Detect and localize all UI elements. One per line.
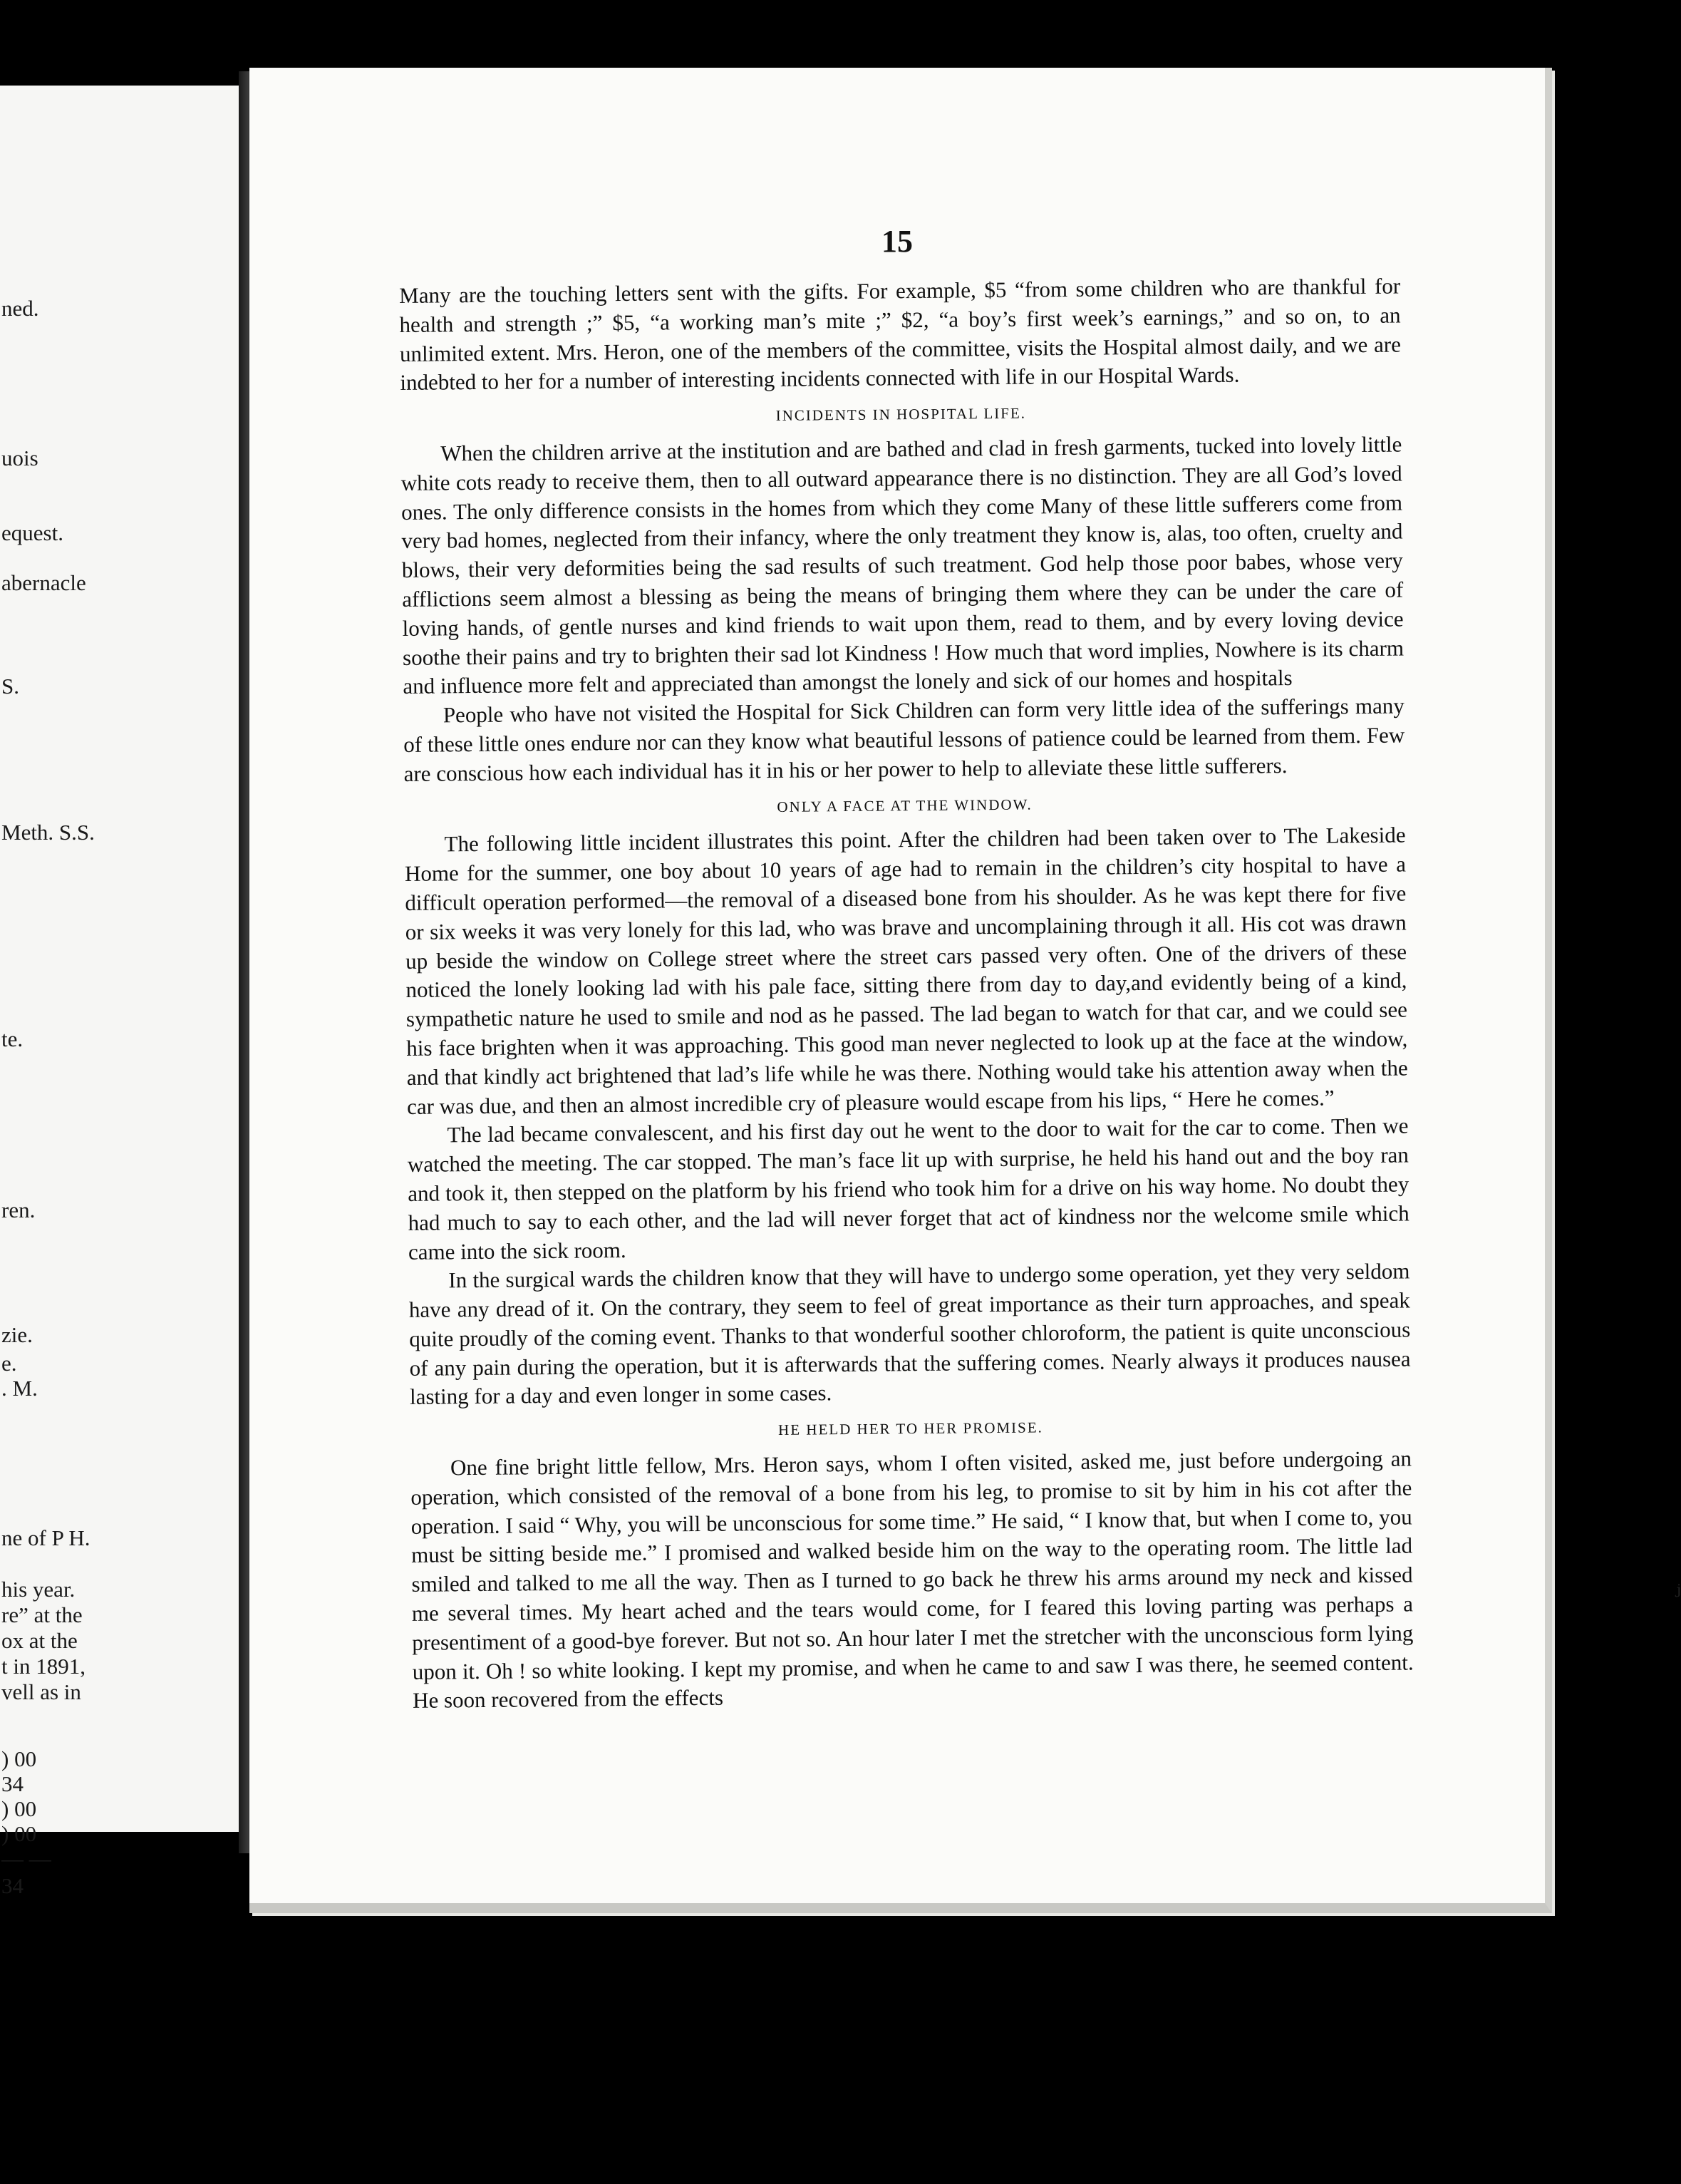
previous-page [0,86,240,1898]
left-page-fragment: equest. [1,520,63,545]
body-paragraph: People who have not visited the Hospital for Sick Children can form very little idea of the sufferings many of these little ones endure nor can they know what beautiful lessons of patience could be learned from them. Few are conscious how each individual has it in his or her power to help to alleviate these little sufferers. [403,693,1405,786]
document-page [249,68,1681,1913]
body-paragraph: The following little incident illustrates this point. After the children had been taken over to The Lakeside Home for the summer, one boy about 10 years of age had to remain in the children’s city hospital to have a difficult operation performed—the removal of a diseased bone from his shoulder. As he was kept there for five or six weeks it was very lonely for this lad, who was brave and uncomplaining through it all. His cot was drawn up beside the window on College street where the street cars passed very often. One of the drivers of these noticed the lonely looking lad with his pale face, sitting there from day to day,and evidently being of a kind, sympathetic nature he used to smile and nod as he passed. The lad began to watch for that car, and we could see his face brighten when it was approaching. This good man never neglected to look up at the face at the window, and that kindly act brightened that lad’s life while he was there. Nothing would take his attention away when the car was due, and then an almost incredible cry of pleasure would escape from his lips, “ Here he comes.” [404,822,1408,1119]
section-heading: HE HELD HER TO HER PROMISE. [778,1418,1043,1439]
left-page-fragment: vell as in [1,1679,81,1704]
left-page-fragment: his year. [1,1577,76,1602]
left-page-fragment: ) 00 [1,1821,37,1846]
section-heading: ONLY A FACE AT THE WINDOW. [777,795,1033,815]
left-page-fragment: ox at the [1,1628,78,1653]
left-page-fragment: re” at the [1,1602,83,1627]
left-page-fragment: . M. [1,1376,38,1401]
margin-mark: ⱼ [1675,1573,1681,1600]
left-page-fragment: Meth. S.S. [1,820,95,845]
page-body [399,272,1414,1716]
left-page-fragment: ned. [1,296,39,321]
left-page-fragment: e. [1,1351,17,1376]
left-page-fragment: ne of P H. [1,1525,90,1550]
body-paragraph: Many are the touching letters sent with the gifts. For example, $5 “from some children who are thankful for health and strength ;” $5, “a working man’s mite ;” $2, “a boy’s first week’s earnings,” and so on, to an unlimited extent. Mrs. Heron, one of the members of the committee, visits the Hospital almost daily, and we are indebted to her for a number of interesting incidents connected with life in our Hospital Wards. [399,273,1402,396]
left-page-fragment: te. [1,1026,24,1051]
left-page-fragment: ren. [1,1197,36,1222]
left-page-fragment: 34 [1,1771,24,1796]
section-heading: INCIDENTS IN HOSPITAL LIFE. [775,404,1027,425]
body-paragraph: In the surgical wards the children know that they will have to undergo some operation, yet they very seldom have any dread of it. On the contrary, they seem to feel of great importance as their turn approaches, and speak quite proudly of the coming event. Thanks to that wonderful soother chloroform, the patient is quite unconscious of any pain during the operation, but it is afterwards that the suffering comes. Nearly always it produces nausea lasting for a day and even longer in some cases. [408,1258,1411,1410]
body-paragraph: One fine bright little fellow, Mrs. Heron says, whom I often visited, asked me, just before undergoing an operation, which consisted of the removal of a bone from his leg, to promise to sit by him in his cot after the operation. I said “ Why, you will be unconscious for some time.” He said, “ I know that, but when I come to, you must be sitting beside me.” I promised and walked beside him on the way to the operating room. The little lad smiled and talked to me all the way. Then as I turned to go back he threw his arms around my neck and kissed me several times. My heart ached and the tears would come, for I feared this loving parting was perhaps a presentiment of a good-bye forever. But not so. An hour later I met the stretcher with the unconscious form lying upon it. Oh ! so white looking. I kept my promise, and when he came to and saw I was there, he seemed content. He soon recovered from the effects [410,1446,1414,1714]
left-page-fragment: S. [1,674,19,699]
left-page-fragment: ) 00 [1,1796,37,1821]
left-page-fragment: ) 00 [1,1746,37,1771]
left-page-fragment: 34 [1,1873,24,1898]
left-page-fragment: abernacle [1,570,86,595]
left-page-fragment: zie. [1,1322,33,1347]
left-page-fragment: t in 1891, [1,1654,86,1679]
left-page-fragment: uois [1,445,38,470]
page-number: 15 [881,224,913,259]
left-page-fragment: — — [1,1846,51,1871]
body-paragraph: The lad became convalescent, and his first day out he went to the door to wait for the car to come. Then we watched the meeting. The car stopped. The man’s face lit up with surprise, he held his hand out and the boy ran and took it, then stepped on the platform by his friend who took him for a drive on his way home. No doubt they had much to say to each other, and the lad will never forget that act of kindness nor the welcome smile which came into the sick room. [407,1113,1410,1264]
body-paragraph: When the children arrive at the institution and are bathed and clad in fresh garments, tucked into lovely little white cots ready to receive them, then to all outward appearance there is no distinction. They are all God’s loved ones. The only difference consists in the homes from which they come Many of these little sufferers come from very bad homes, neglected from their infancy, where the only treatment they know is, alas, too often, cruelty and blows, their very deformities being the sad results of such treatment. God help those poor babes, whose very afflictions seem almost a blessing as being the means of bringing them where they can be under the care of loving hands, of gentle nurses and kind friends to wait upon them, read to them, and by every loving device soothe their pains and try to brighten their sad lot Kindness ! How much that word implies, Nowhere is its charm and influence more felt and appreciated than amongst the lonely and sick of our homes and hospitals [400,431,1405,699]
